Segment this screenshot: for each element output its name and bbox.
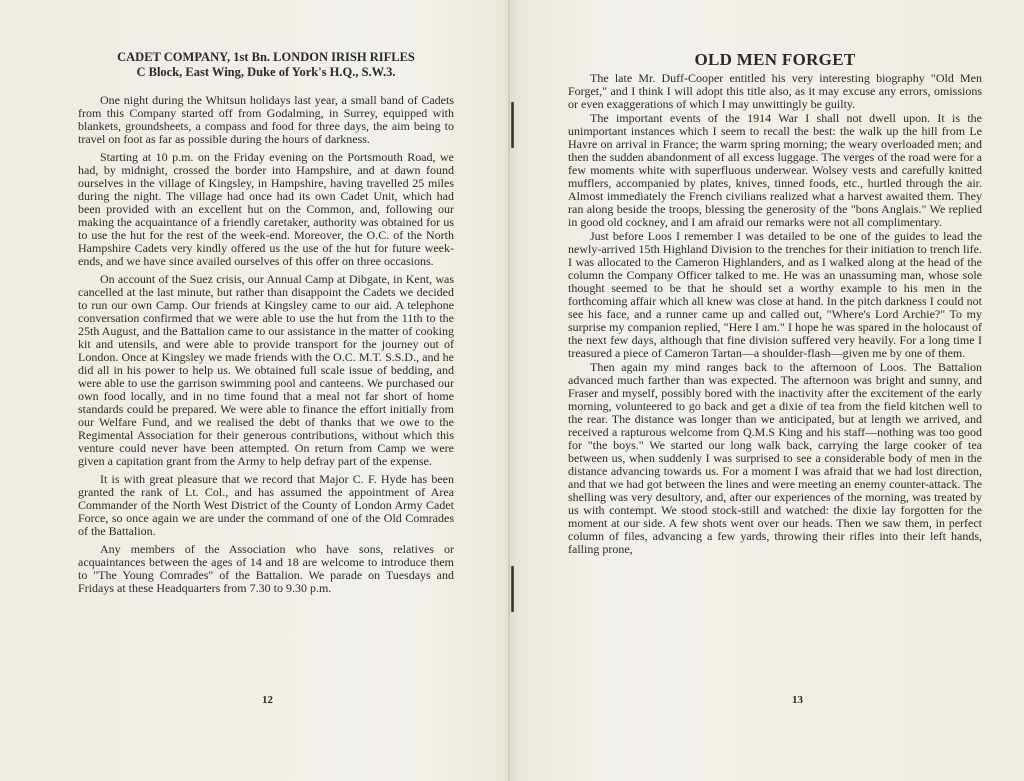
gutter-fold — [508, 0, 510, 781]
right-paragraph-1: The late Mr. Duff-Cooper entitled his very interesting biography "Old Men Forget," and I think I will adopt this title also, as it may excuse any errors, omissions or even exaggerations of which I may unwittingly be guilty. — [568, 71, 982, 111]
left-paragraph-2: Starting at 10 p.m. on the Friday evening on the Portsmouth Road, we had, by midnight, crossed the border into Hampshire, and at dawn found ourselves in the village of Kingsley, in Hampshire, having travelled 25 miles during the night. The village had once had its own Cadet Unit, which had been provided with an excellent hut on the Common, and, following our making the acquaintance of a friendly caretaker, authority was obtained for us to use the hut for the rest of the week-end. Moreover, the O.C. of the North Hampshire Cadets very kindly offered us the use of the hut for future week-ends, and we have since availed ourselves of this offer on three occasions. — [78, 150, 454, 268]
right-page-content — [568, 50, 982, 557]
right-heading: OLD MEN FORGET — [694, 50, 856, 69]
left-heading-line2: C Block, East Wing, Duke of York's H.Q., S.W.3. — [136, 65, 396, 79]
right-paragraph-3: Just before Loos I remember I was detailed to be one of the guides to lead the newly-arrived 15th Highland Division to the trenches for their initiation to trench life. I was allocated to the Cameron Highlanders, and as I walked along at the head of the column the Company Officer talked to me. He was an unassuming man, whose sole thought seemed to be that he should set a worthy example to his men in the forthcoming affair which all knew was close at hand. In the pitch darkness I could not see his face, and a runner came up and called out, "Where's Lord Archie?" To my surprise my companion replied, "Here I am." I hope he was spared in the holocaust of the next few days, although that fine division suffered very heavily. For a long time I treasured a piece of Cameron Tartan—a shoulder-flash—given me by one of them. — [568, 229, 982, 360]
left-paragraph-5: Any members of the Association who have sons, relatives or acquaintances between the ages of 14 and 18 are welcome to introduce them to "The Young Comrades" of the Battalion. We parade on Tuesdays and Fridays at these Headquarters from 7.30 to 9.30 p.m. — [78, 542, 454, 595]
left-page-number: 12 — [262, 694, 273, 706]
left-paragraph-4: It is with great pleasure that we record that Major C. F. Hyde has been granted the rank of Lt. Col., and has assumed the appointment of Area Commander of the North West District of the County of London Army Cadet Force, so once again we are under the command of one of the Old Comrades of the Battalion. — [78, 472, 454, 538]
left-paragraph-3: On account of the Suez crisis, our Annual Camp at Dibgate, in Kent, was cancelled at the last minute, but rather than disappoint the Cadets we decided to run our own Camp. Our friends at Kingsley came to our aid. A telephone conversation confirmed that we were able to use the hut from the 11th to the 25th August, and the Battalion came to our assistance in the matter of cooking kit and utensils, and were able to provide transport for the journey out of London. Once at Kingsley we made friends with the O.C. M.T. S.S.D., and he did all in his power to help us. We obtained full scale issue of bedding, and were able to use the garrison swimming pool and canteens. We purchased our own food locally, and in no time found that a meal not far short of home standards could be prepared. We were able to finance the effort initially from our Welfare Fund, and we realised the debt of thanks that we owe to the Regimental Association for their generous contributions, without which this venture could never have been attempted. On return from Camp we were given a capitation grant from the Army to help defray part of the expense. — [78, 272, 454, 468]
right-page — [512, 0, 1024, 781]
left-page — [0, 0, 500, 781]
left-paragraph-1: One night during the Whitsun holidays last year, a small band of Cadets from this Company started off from Godalming, in Surrey, equipped with blankets, groundsheets, a compass and food for three days, the aim being to travel on foot as far as possible during the hours of darkness. — [78, 93, 454, 146]
right-paragraph-4: Then again my mind ranges back to the afternoon of Loos. The Battalion advanced much farther than was expected. The afternoon was bright and sunny, and Fraser and myself, possibly bored with the inactivity after the excitement of the early morning, volunteered to go back and get a dixie of tea from the field kitchen well to the rear. The distance was longer than we anticipated, but at length we arrived, and received a rapturous welcome from Q.M.S King and his staff—nothing was too good for "the boys." We started our long walk back, carrying the large cooker of tea between us, when suddenly I was surprised to see a considerable body of men in the distance advancing towards us. For a moment I was afraid that we had lost direction, and that we had got between the lines and were meeting an enemy counter-attack. The shelling was very desultory, and, after our experiences of the morning, was treated by us with contempt. We stood stock-still and watched: the dixie lay forgotten for the moment at our side. A few shots went over our heads. Then we saw them, in perfect column of files, advancing a few yards, throwing their rifles into their left hands, falling prone, — [568, 360, 982, 556]
left-page-content — [78, 50, 454, 600]
right-paragraph-2: The important events of the 1914 War I shall not dwell upon. It is the unimportant instances which I seem to recall the best: the walk up the hill from Le Havre on arrival in France; the warm spring morning; the weary overloaded men; and then the sudden abandonment of all excess luggage. The verges of the road were for a few moments white with superfluous underwear. Wolsey vests and carefully knitted mufflers, accompanied by plates, knives, tinned foods, etc., hurtled through the air. Almost immediately the French civilians realized what a harvest awaited them. They ran along beside the troops, blessing the generosity of the "bons Anglais." We replied in good old cockney, and I am afraid our remarks were not all complimentary. — [568, 111, 982, 229]
left-heading-line1: CADET COMPANY, 1st Bn. LONDON IRISH RIFLES — [117, 50, 415, 64]
right-page-number: 13 — [792, 694, 803, 706]
